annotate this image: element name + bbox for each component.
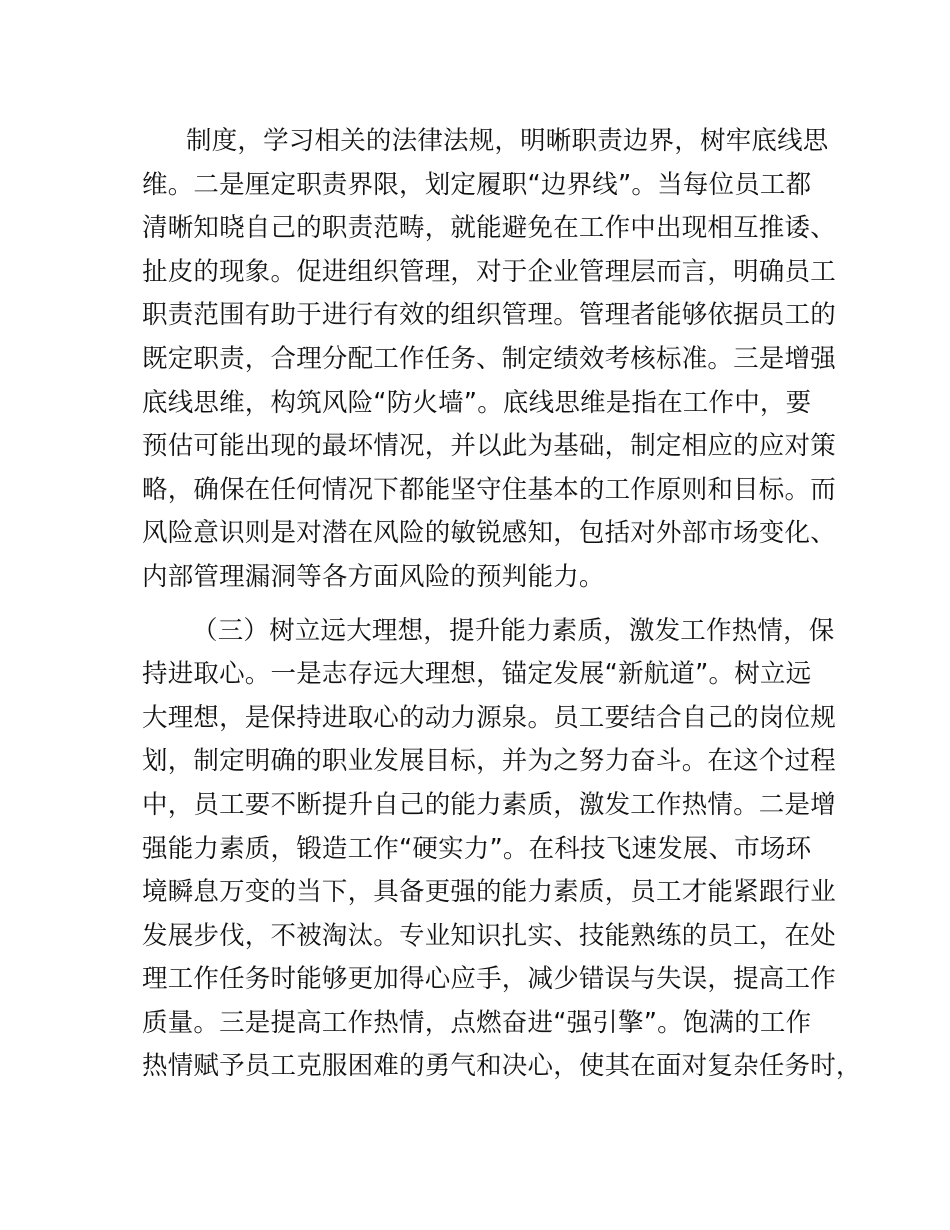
document-body — [142, 120, 862, 1089]
paragraph-2-line: 发展步伐，不被淘汰。专业知识扎实、技能熟练的员工，在处 — [142, 920, 836, 951]
paragraph-1-line: 预估可能出现的最坏情况，并以此为基础，制定相应的应对策 — [142, 431, 836, 462]
paragraph-2-line: 中，员工要不断提升自己的能力素质，激发工作热情。二是增 — [142, 789, 836, 820]
paragraph-spacer — [142, 600, 832, 610]
paragraph-1-line: 略，确保在任何情况下都能坚守住基本的工作原则和目标。而 — [142, 474, 836, 505]
paragraph-2-line: 境瞬息万变的当下，具备更强的能力素质，员工才能紧跟行业 — [142, 877, 836, 908]
paragraph-2-line: 理工作任务时能够更加得心应手，减少错误与失误，提高工作 — [142, 964, 836, 995]
paragraph-1-line: 维。二是厘定职责界限，划定履职“边界线”。当每位员工都 — [142, 169, 812, 200]
paragraph-2-line: 热情赋予员工克服困难的勇气和决心，使其在面对复杂任务时， — [142, 1051, 862, 1082]
paragraph-2 — [142, 610, 862, 1090]
paragraph-2-line: （三）树立远大理想，提升能力素质，激发工作热情，保 — [192, 615, 835, 646]
paragraph-1-line: 职责范围有助于进行有效的组织管理。管理者能够依据员工的 — [142, 300, 836, 331]
paragraph-2-line: 持进取心。一是志存远大理想，锚定发展“新航道”。树立远 — [142, 659, 812, 690]
paragraph-2-line: 强能力素质，锻造工作“硬实力”。在科技飞速发展、市场环 — [142, 833, 812, 864]
paragraph-1-line: 制度，学习相关的法律法规，明晰职责边界，树牢底线思 — [186, 126, 829, 156]
paragraph-2-line: 质量。三是提高工作热情，点燃奋进“强引擎”。饱满的工作 — [142, 1007, 812, 1038]
paragraph-1-line: 风险意识则是对潜在风险的敏锐感知，包括对外部市场变化、 — [142, 518, 836, 549]
paragraph-1 — [142, 120, 836, 600]
paragraph-1-line: 清晰知晓自己的职责范畴，就能避免在工作中出现相互推诿、 — [142, 213, 836, 244]
paragraph-1-line: 底线思维，构筑风险“防火墙”。底线思维是指在工作中，要 — [142, 387, 812, 418]
paragraph-1-line: 既定职责，合理分配工作任务、制定绩效考核标准。三是增强 — [142, 343, 836, 374]
paragraph-1-line: 扯皮的现象。促进组织管理，对于企业管理层而言，明确员工 — [142, 256, 836, 287]
paragraph-2-line: 划，制定明确的职业发展目标，并为之努力奋斗。在这个过程 — [142, 746, 836, 777]
paragraph-1-line: 内部管理漏洞等各方面风险的预判能力。 — [142, 561, 605, 592]
paragraph-2-line: 大理想，是保持进取心的动力源泉。员工要结合自己的岗位规 — [142, 702, 836, 733]
